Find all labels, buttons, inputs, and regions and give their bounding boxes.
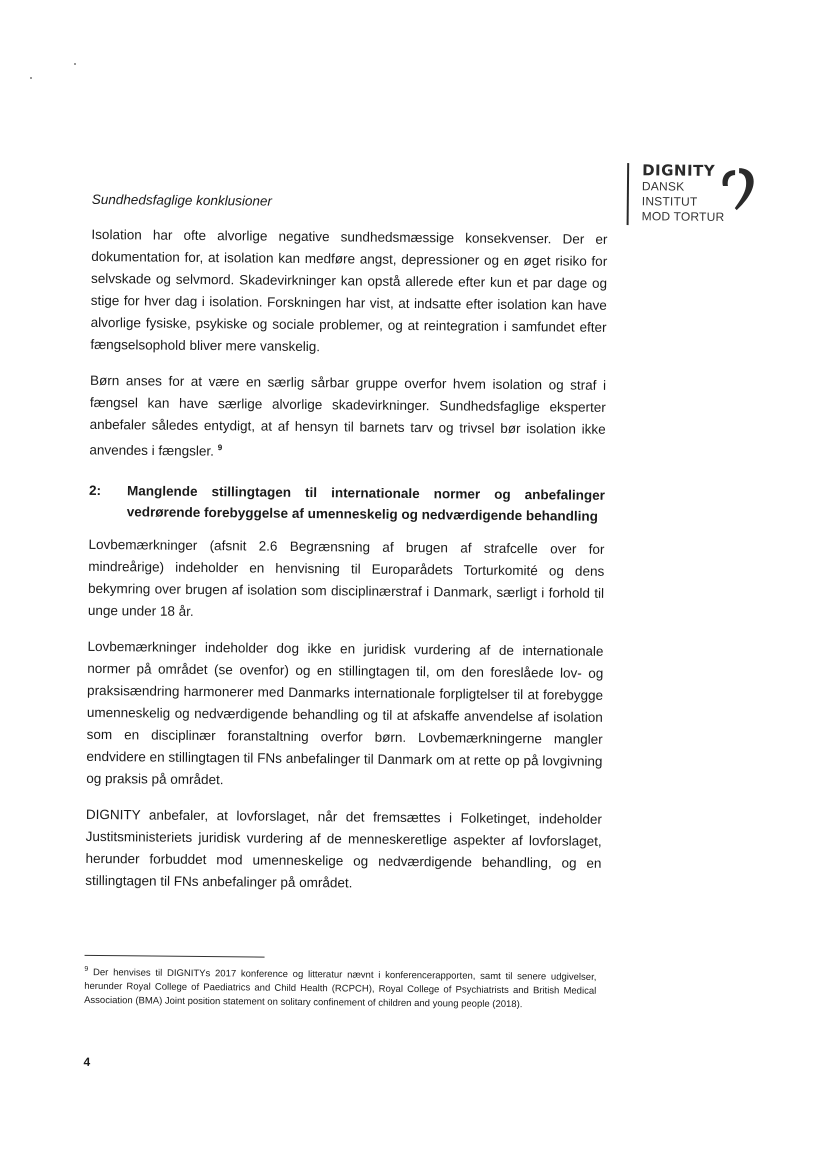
paragraph: Lovbemærkninger indeholder dog ikke en juridisk vurdering af de internationale normer på området (se ovenfor) og en stillingtagen til, om den foreslåede lov- og praksisændring harmonerer med Danmarks internationale forpligtelser til at forebygge umenneskelig og nedværdigende behandling og til at afskaffe anvendelse af isolation som en disciplinær foranstaltning overfor børn. Lovbemærkningerne mangler endvidere en stillingtagen til FNs anbefalinger til Danmark om at rette op på lovgivning og praksis på området. [86,638,604,787]
dignity-logo-mark-icon [719,164,757,212]
footnote-text: Der henvises til DIGNITYs 2017 konference og litteratur nævnt i konferencerapporten, samt til senere udgivelser, herunder Royal College of Paediatrics and Child Health (RCPCH), Royal College of Psychiatrists and British Medical Association (BMA) Joint position statement on solitary confinement of children and young people (2018). [84,967,597,1011]
logo-line: MOD TORTUR [641,209,725,224]
footnote [84,963,596,1013]
paragraph [89,370,606,466]
logo-name: DIGNITY [642,161,716,180]
paragraph: Lovbemærkninger (afsnit 2.6 Begrænsning af brugen af strafcelle over for mindreårige) indeholder en henvisning til Europarådets Torturkomité og dens bekymring over brugen af isolation som disciplinærstraf i Danmark, særligt i forhold til unge under 18 år. [87,536,605,619]
section-heading: Sundhedsfaglige konklusioner [91,191,273,209]
paragraph: Isolation har ofte alvorlige negative sundhedsmæssige konsekvenser. Der er dokumentation for, at isolation kan medføre angst, depressioner og en øget risiko for selvskade og selvmord. Skadevirkninger kan opstå allerede efter kun et par dage og stige for hver dag i isolation. Forskningen har vist, at indsatte efter isolation kan have alvorlige fysiske, psykiske og sociale problemer, og at reintegration i samfundet efter fængselsophold bliver mere vanskelig. [90,226,608,355]
logo-line: INSTITUT [641,194,698,209]
paragraph-text: Børn anses for at være en særlig sårbar gruppe overfor hvem isolation og straf i fængsel kan have særlige alvorlige skadevirkninger. Sundhedsfaglige eksperter anbefaler således entydigt, at af hensyn til barnets tarv og trivsel bør isolation ikke anvendes i fængsler. [89,372,607,459]
logo-divider [627,163,630,225]
logo-line: DANSK [641,179,685,194]
main-content [85,190,608,910]
paragraph: DIGNITY anbefaler, at lovforslaget, når det fremsættes i Folketinget, indeholder Justitsministeriets juridisk vurdering af de menneskeretlige aspekter af lovforslaget, herunder forbuddet mod umenneskelige og nedværdigende behandling, og en stillingtagen til FNs anbefalinger på området. [85,806,602,890]
page-number: 4 [83,1054,91,1069]
footnote-reference[interactable]: 9 [217,443,223,453]
logo-text [642,161,725,225]
footnote-number: 9 [84,965,89,973]
section-2-heading [89,479,605,526]
section-number: 2: [88,482,102,498]
footnote-divider [85,955,265,958]
section-title: Manglende stillingtagen til internationale normer og anbefalinger vedrørende forebyggelse af umenneskelig og nedværdigende behandling [126,482,606,524]
dignity-logo [627,161,758,228]
